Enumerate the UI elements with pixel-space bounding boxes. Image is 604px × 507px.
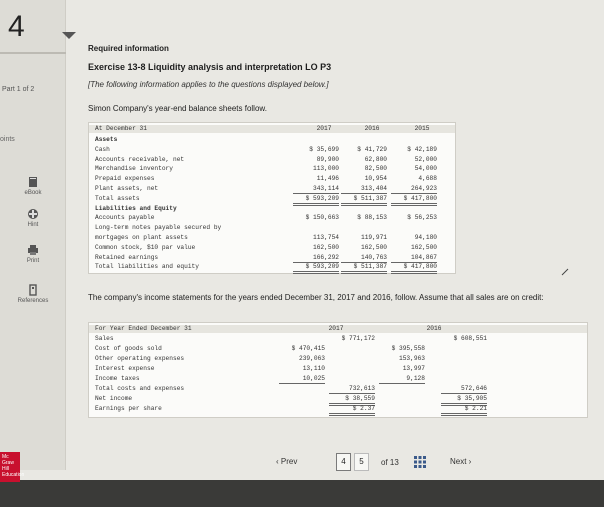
row-label: Total costs and expenses (95, 385, 185, 392)
cell-2015: 94,180 (414, 234, 437, 241)
cell-2016: $ 41,729 (357, 145, 387, 153)
cell-2016: 82,500 (364, 165, 387, 173)
row-label: Accounts payable (95, 214, 155, 222)
points-label: oints (0, 136, 15, 143)
cell-2016: $ 88,153 (357, 214, 387, 222)
cell-d: $ 608,551 (453, 335, 487, 342)
income-statement-row (89, 345, 587, 353)
cell-d: 572,646 (441, 385, 487, 394)
row-label: Income taxes (95, 375, 140, 382)
page-button-4[interactable]: 4 (336, 453, 351, 471)
prev-label: Prev (280, 457, 298, 466)
prev-button[interactable] (276, 457, 297, 466)
cell-2015: $ 417,800 (391, 195, 437, 206)
cell-b: $ 2.37 (329, 405, 375, 416)
mouse-cursor-icon (561, 268, 571, 276)
cell-2017: 113,000 (313, 165, 339, 173)
income-year-2017: 2017 (328, 325, 344, 332)
hint-tool[interactable] (6, 208, 60, 228)
page-button-5[interactable]: 5 (354, 453, 369, 471)
cell-2016: 162,500 (361, 243, 387, 251)
cell-2016: 10,954 (364, 175, 387, 183)
income-statement-row (89, 405, 587, 413)
cell-2015: $ 56,253 (407, 214, 437, 222)
row-label: Cash (95, 145, 110, 153)
cell-2016: 62,800 (364, 155, 387, 163)
income-year-2016: 2016 (426, 325, 442, 332)
page-count: of 13 (381, 458, 399, 467)
cell-2015: 162,500 (411, 243, 437, 251)
cell-d: $ 2.21 (441, 405, 487, 416)
income-statement-row (89, 375, 587, 383)
row-label: Common stock, $10 par value (95, 243, 196, 251)
row-label: Liabilities and Equity (95, 204, 177, 212)
cell-b: $ 38,559 (329, 395, 375, 406)
income-statement-table (88, 322, 588, 418)
cell-2015: 104,867 (391, 254, 437, 263)
cell-2016: 313,404 (341, 185, 387, 194)
cell-2017: 343,114 (293, 185, 339, 194)
balance-sheet-row (89, 136, 455, 144)
ebook-label: eBook (24, 190, 42, 196)
row-label: Accounts receivable, net (95, 155, 185, 163)
cell-c: 13,997 (402, 365, 425, 372)
cell-2016: 119,971 (361, 234, 387, 241)
cell-b: $ 771,172 (341, 335, 375, 342)
cell-b: 732,613 (329, 385, 375, 394)
ebook-tool[interactable] (6, 176, 60, 196)
balance-sheet-row (89, 214, 455, 222)
question-number-underline (0, 52, 66, 54)
cell-a: $ 470,415 (291, 345, 325, 352)
page-selector (336, 451, 369, 473)
balance-sheet-row (89, 234, 455, 242)
income-statement-row (89, 335, 587, 343)
part-label: Part 1 of 2 (2, 86, 35, 93)
ebook-icon (27, 176, 39, 188)
balance-sheet-row (89, 175, 455, 183)
balance-sheet-row (89, 263, 455, 271)
cell-c: 153,963 (399, 355, 425, 362)
left-sidebar (0, 0, 66, 470)
balance-sheet-row (89, 244, 455, 252)
cell-2017: $ 593,209 (293, 263, 339, 274)
balance-sheet-row (89, 254, 455, 262)
income-statement-row (89, 385, 587, 393)
cell-2017: $ 593,209 (293, 195, 339, 206)
chevron-right-icon: › (466, 457, 472, 466)
row-label: Retained earnings (95, 253, 159, 261)
cell-2015: $ 417,800 (391, 263, 437, 274)
cell-d: $ 35,905 (441, 395, 487, 406)
cell-2017: 113,754 (313, 234, 339, 241)
cell-2015: $ 42,189 (407, 145, 437, 153)
cell-2015: 264,923 (391, 185, 437, 194)
next-button[interactable] (450, 457, 471, 466)
year-2015: 2015 (414, 125, 430, 132)
row-label: Total liabilities and equity (95, 263, 199, 271)
balance-sheet-row (89, 185, 455, 193)
balance-sheet-row (89, 156, 455, 164)
year-2017: 2017 (316, 125, 332, 132)
income-statement-row (89, 365, 587, 373)
cell-2015: 4,688 (418, 175, 437, 183)
row-label: Net income (95, 395, 133, 402)
row-label: Total assets (95, 194, 140, 202)
income-statement-row (89, 395, 587, 403)
references-label: References (17, 298, 49, 304)
section-heading: Required information (88, 44, 169, 53)
instruction-note: [The following information applies to the questions displayed below.] (88, 80, 329, 89)
row-label: Other operating expenses (95, 355, 185, 362)
print-tool[interactable] (6, 244, 60, 264)
cell-2017: 89,900 (316, 155, 339, 163)
row-label: Prepaid expenses (95, 175, 155, 183)
balance-sheet-row (89, 165, 455, 173)
row-label: Plant assets, net (95, 185, 159, 192)
row-label: Assets (95, 136, 118, 143)
cell-2016: $ 511,387 (341, 195, 387, 206)
cell-2017: $ 150,663 (305, 214, 339, 222)
next-label: Next (450, 457, 467, 466)
hint-icon (27, 208, 39, 220)
income-statement-intro: The company's income statements for the years ended December 31, 2017 and 2016, follow. Assume that all sales are on credit: (88, 293, 544, 302)
question-number: 4 (8, 10, 25, 43)
cell-2017: 162,500 (313, 243, 339, 251)
balance-sheet-row (89, 195, 455, 203)
collapse-triangle-icon[interactable] (62, 32, 76, 39)
balance-sheet-row (89, 146, 455, 154)
cell-a: 10,025 (279, 375, 325, 384)
row-label: Earnings per share (95, 405, 162, 412)
mcgraw-hill-logo: Mc Graw Hill Education (0, 452, 20, 482)
income-statement-row (89, 355, 587, 363)
cell-a: 239,063 (299, 355, 325, 362)
cell-2015: 54,000 (414, 165, 437, 173)
print-icon (27, 244, 39, 256)
income-statement-header-row (89, 325, 587, 333)
cell-2017: 166,292 (293, 254, 339, 263)
cell-c: $ 395,558 (391, 345, 425, 352)
hint-label: Hint (27, 222, 39, 228)
balance-sheet-header-row (89, 125, 455, 133)
references-tool[interactable] (6, 284, 60, 304)
cell-c: 9,128 (379, 375, 425, 384)
balance-sheet-table (88, 122, 456, 274)
cell-2016: $ 511,387 (341, 263, 387, 274)
cell-2017: 11,496 (316, 175, 339, 183)
balance-sheet-row (89, 205, 455, 213)
balance-sheet-intro: Simon Company's year-end balance sheets follow. (88, 104, 267, 113)
chevron-left-icon: ‹ (276, 457, 281, 466)
references-icon (27, 284, 39, 296)
balance-sheet-row (89, 224, 455, 232)
cell-2016: 140,763 (341, 254, 387, 263)
row-label: Interest expense (95, 365, 155, 372)
year-2016: 2016 (364, 125, 380, 132)
row-label: Merchandise inventory (95, 165, 173, 173)
income-statement-header-label: For Year Ended December 31 (95, 325, 192, 332)
cell-a: 13,110 (302, 365, 325, 372)
cell-2015: 52,000 (414, 155, 437, 163)
balance-sheet-header-label: At December 31 (95, 125, 147, 132)
cell-2017: $ 35,699 (309, 145, 339, 153)
print-label: Print (26, 258, 40, 264)
exercise-title: Exercise 13-8 Liquidity analysis and interpretation LO P3 (88, 62, 332, 72)
row-label: Cost of goods sold (95, 345, 162, 352)
row-label: Long-term notes payable secured by (95, 224, 222, 232)
row-label: mortgages on plant assets (95, 234, 188, 241)
grid-view-icon[interactable] (414, 456, 426, 468)
row-label: Sales (95, 335, 114, 342)
